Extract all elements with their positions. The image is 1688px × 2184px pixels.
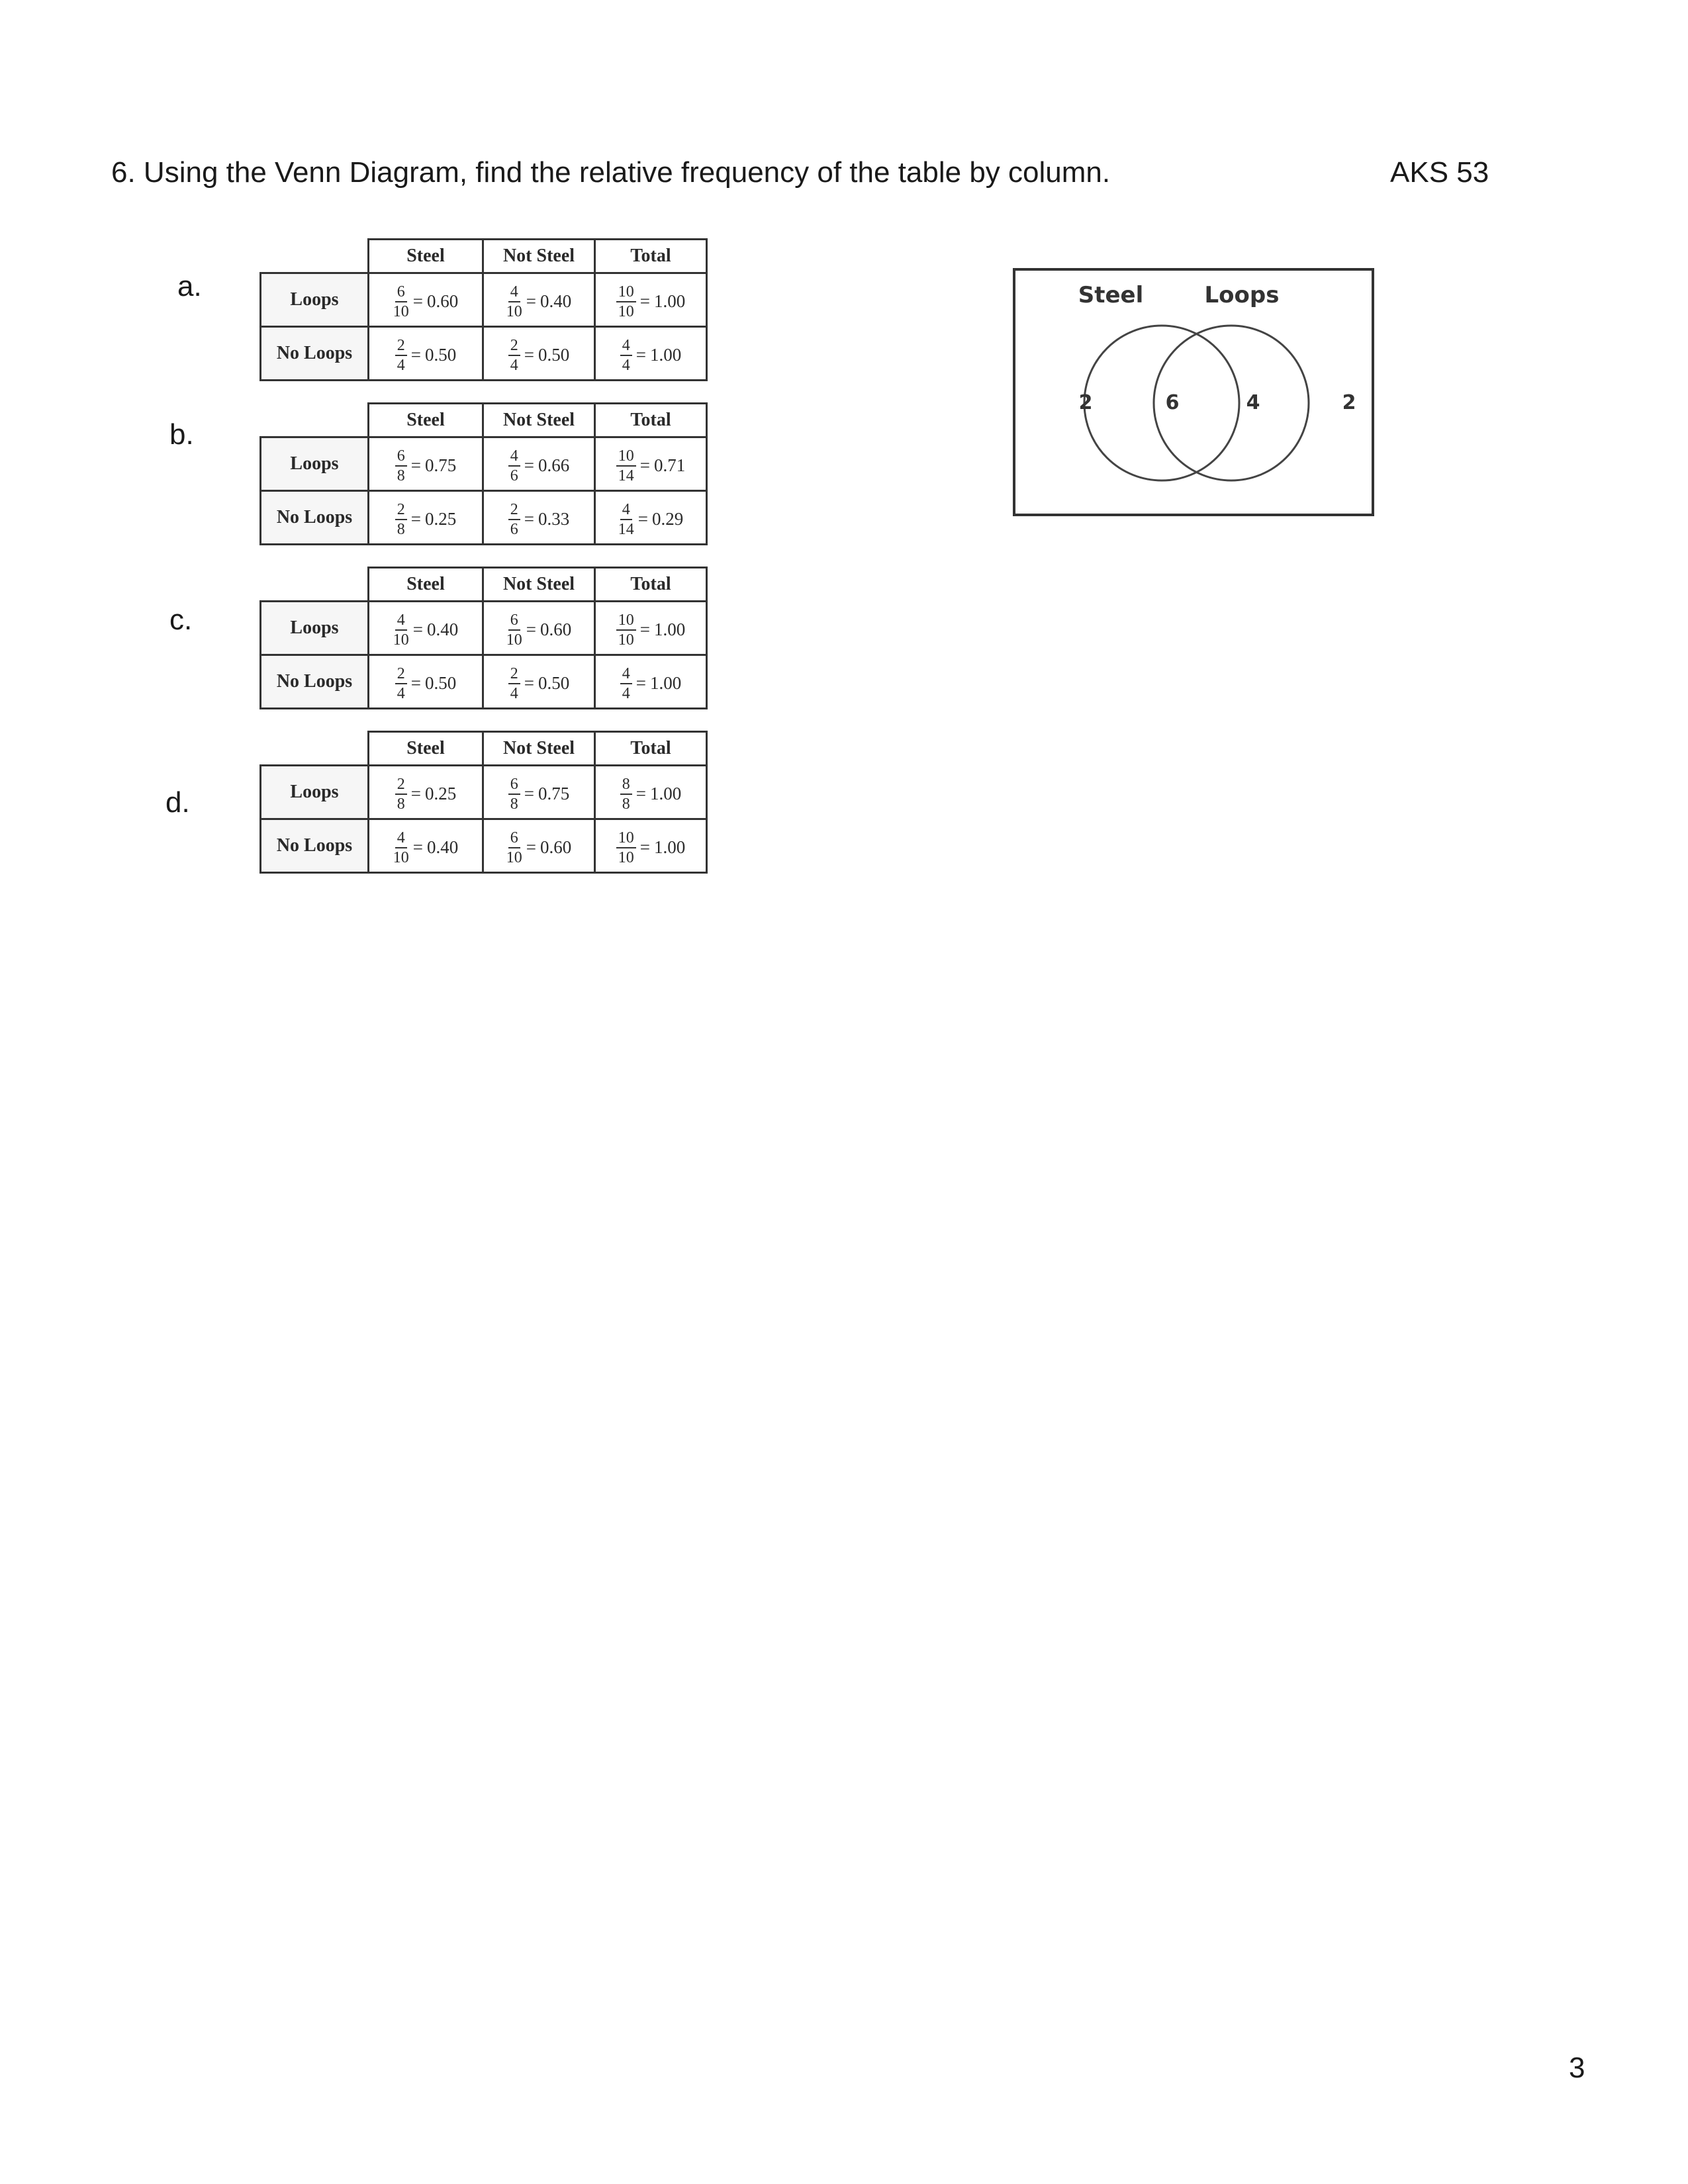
numerator: 6 [508,776,520,795]
fraction [395,776,407,812]
fraction [506,612,522,648]
choice-letter: a. [177,270,202,302]
column-header-total: Total [595,404,707,437]
numerator: 2 [395,776,407,795]
fraction [506,284,522,320]
equals-sign: = [635,673,646,693]
numerator: 2 [395,666,407,684]
decimal-value: 1.00 [653,837,686,857]
equals-sign: = [526,837,536,857]
table-corner [261,568,369,602]
decimal-value: 0.60 [426,291,459,311]
denominator: 6 [510,467,518,484]
table-cell [369,437,483,491]
equals-sign: = [410,673,421,693]
numerator: 4 [620,338,632,356]
fraction-value [618,502,683,537]
denominator: 8 [397,795,405,813]
row-label-no-loops: No Loops [261,819,369,873]
denominator: 10 [506,631,522,649]
fraction-value [616,448,685,484]
equals-sign: = [635,784,646,803]
table-row [261,602,707,655]
table-cell [595,766,707,819]
decimal-value: 0.40 [426,837,459,857]
fraction-value [508,502,569,537]
numerator: 4 [620,666,632,684]
numerator: 10 [616,830,636,848]
equals-sign: = [410,455,421,475]
table-cell [595,437,707,491]
equals-sign: = [639,455,650,475]
decimal-value: 0.50 [424,345,457,365]
fraction [616,284,636,320]
denominator: 14 [618,520,634,538]
table-row [261,655,707,709]
fraction-value [620,338,681,373]
numerator: 2 [508,338,520,356]
column-header-total: Total [595,568,707,602]
numerator: 4 [508,448,520,467]
fraction [395,666,407,702]
decimal-value: 1.00 [649,345,682,365]
denominator: 10 [393,302,409,320]
column-header-not-steel: Not Steel [483,568,595,602]
column-header-not-steel: Not Steel [483,732,595,766]
numerator: 4 [395,612,407,631]
fraction-value [616,830,685,866]
table-cell [369,273,483,327]
fraction-value [508,448,569,484]
equals-sign: = [526,291,536,311]
fraction [616,612,636,648]
decimal-value: 0.71 [653,455,686,475]
choice-letter: d. [165,786,190,819]
decimal-value: 0.50 [424,673,457,693]
decimal-value: 0.50 [538,673,570,693]
numerator: 10 [616,284,636,302]
fraction-value [393,830,458,866]
table-cell [369,766,483,819]
decimal-value: 1.00 [653,619,686,639]
denominator: 8 [510,795,518,813]
venn-frame [1014,269,1373,515]
equals-sign: = [639,291,650,311]
fraction-value [393,612,458,648]
numerator: 6 [395,284,407,302]
fraction [395,448,407,484]
column-header-total: Total [595,732,707,766]
frequency-table [259,238,708,381]
equals-sign: = [524,345,534,365]
column-header-steel: Steel [369,404,483,437]
denominator: 10 [618,302,634,320]
table-cell [483,437,595,491]
fraction [620,666,632,702]
row-label-no-loops: No Loops [261,327,369,381]
decimal-value: 0.60 [539,837,572,857]
table-cell [369,491,483,545]
denominator: 10 [506,302,522,320]
numerator: 4 [620,502,632,520]
numerator: 6 [508,612,520,631]
denominator: 10 [618,848,634,866]
fraction-value [508,338,569,373]
table-cell [369,655,483,709]
row-label-no-loops: No Loops [261,491,369,545]
fraction [393,612,409,648]
table-row [261,491,707,545]
table-cell [483,655,595,709]
fraction-value [508,666,569,702]
fraction-value [508,776,569,812]
row-label-loops: Loops [261,602,369,655]
table-row [261,819,707,873]
fraction [508,776,520,812]
equals-sign: = [524,455,534,475]
numerator: 6 [508,830,520,848]
equals-sign: = [410,509,421,529]
frequency-table [259,731,708,874]
table-cell [483,491,595,545]
equals-sign: = [412,291,423,311]
denominator: 10 [393,848,409,866]
denominator: 8 [397,520,405,538]
fraction [395,502,407,537]
column-header-total: Total [595,240,707,273]
fraction [506,830,522,866]
numerator: 10 [616,612,636,631]
equals-sign: = [524,673,534,693]
numerator: 10 [616,448,636,467]
row-label-loops: Loops [261,766,369,819]
row-label-loops: Loops [261,437,369,491]
numerator: 4 [508,284,520,302]
table-cell [483,273,595,327]
denominator: 4 [397,684,405,702]
decimal-value: 1.00 [649,673,682,693]
table-cell [369,602,483,655]
fraction [620,776,632,812]
venn-value-loops-only: 4 [1246,391,1260,414]
fraction-value [620,776,681,812]
fraction-value [506,284,571,320]
row-label-no-loops: No Loops [261,655,369,709]
decimal-value: 0.25 [424,784,457,803]
numerator: 4 [395,830,407,848]
fraction-value [393,284,458,320]
equals-sign: = [524,509,534,529]
column-header-not-steel: Not Steel [483,404,595,437]
fraction-value [395,666,456,702]
equals-sign: = [410,345,421,365]
frequency-table [259,567,708,709]
table-row [261,327,707,381]
fraction [508,502,520,537]
denominator: 10 [393,631,409,649]
denominator: 8 [397,467,405,484]
decimal-value: 0.50 [538,345,570,365]
fraction-value [506,612,571,648]
question-text: 6. Using the Venn Diagram, find the relative frequency of the table by column. [111,156,1111,189]
equals-sign: = [639,837,650,857]
table-cell [595,327,707,381]
venn-value-neither: 2 [1342,391,1356,414]
fraction [395,338,407,373]
fraction [508,338,520,373]
decimal-value: 0.25 [424,509,457,529]
equals-sign: = [526,619,536,639]
denominator: 8 [622,795,630,813]
equals-sign: = [412,837,423,857]
denominator: 6 [510,520,518,538]
table-row [261,766,707,819]
decimal-value: 0.60 [539,619,572,639]
denominator: 4 [622,684,630,702]
table-corner [261,732,369,766]
decimal-value: 0.40 [539,291,572,311]
table-cell [483,766,595,819]
decimal-value: 1.00 [653,291,686,311]
fraction [393,830,409,866]
decimal-value: 1.00 [649,784,682,803]
table-cell [483,819,595,873]
venn-value-steel-only: 2 [1078,391,1093,414]
venn-value-both: 6 [1165,391,1180,414]
frequency-table [259,402,708,545]
fraction-value [395,448,456,484]
table-row [261,437,707,491]
choice-letter: b. [169,418,194,451]
numerator: 2 [508,502,520,520]
numerator: 2 [395,502,407,520]
fraction [616,448,636,484]
table-cell [483,327,595,381]
table-cell [369,819,483,873]
table-cell [595,602,707,655]
denominator: 4 [510,356,518,374]
fraction [616,830,636,866]
venn-diagram [1013,268,1377,516]
fraction-value [506,830,571,866]
column-header-steel: Steel [369,568,483,602]
equals-sign: = [637,509,648,529]
denominator: 4 [510,684,518,702]
fraction [618,502,634,537]
decimal-value: 0.66 [538,455,570,475]
equals-sign: = [639,619,650,639]
equals-sign: = [524,784,534,803]
fraction [393,284,409,320]
denominator: 10 [618,631,634,649]
fraction-value [616,612,685,648]
fraction [620,338,632,373]
denominator: 4 [622,356,630,374]
decimal-value: 0.75 [538,784,570,803]
page-number: 3 [1569,2052,1585,2084]
table-cell [595,819,707,873]
table-corner [261,404,369,437]
equals-sign: = [410,784,421,803]
numerator: 6 [395,448,407,467]
decimal-value: 0.40 [426,619,459,639]
table-corner [261,240,369,273]
venn-label-steel: Steel [1078,282,1144,308]
decimal-value: 0.29 [651,509,684,529]
table-cell [595,491,707,545]
table-cell [595,655,707,709]
choice-letter: c. [169,604,193,636]
fraction [508,448,520,484]
decimal-value: 0.75 [424,455,457,475]
numerator: 2 [508,666,520,684]
numerator: 2 [395,338,407,356]
fraction-value [395,338,456,373]
numerator: 8 [620,776,632,795]
fraction-value [395,776,456,812]
column-header-steel: Steel [369,240,483,273]
column-header-steel: Steel [369,732,483,766]
fraction-value [620,666,681,702]
aks-code: AKS 53 [1390,156,1489,189]
denominator: 14 [618,467,634,484]
fraction-value [395,502,456,537]
venn-label-loops: Loops [1204,282,1280,308]
table-cell [483,602,595,655]
equals-sign: = [412,619,423,639]
denominator: 10 [506,848,522,866]
table-cell [369,327,483,381]
denominator: 4 [397,356,405,374]
table-row [261,273,707,327]
fraction [508,666,520,702]
venn-circle-steel [1084,326,1239,480]
decimal-value: 0.33 [538,509,570,529]
row-label-loops: Loops [261,273,369,327]
column-header-not-steel: Not Steel [483,240,595,273]
fraction-value [616,284,685,320]
table-cell [595,273,707,327]
equals-sign: = [635,345,646,365]
